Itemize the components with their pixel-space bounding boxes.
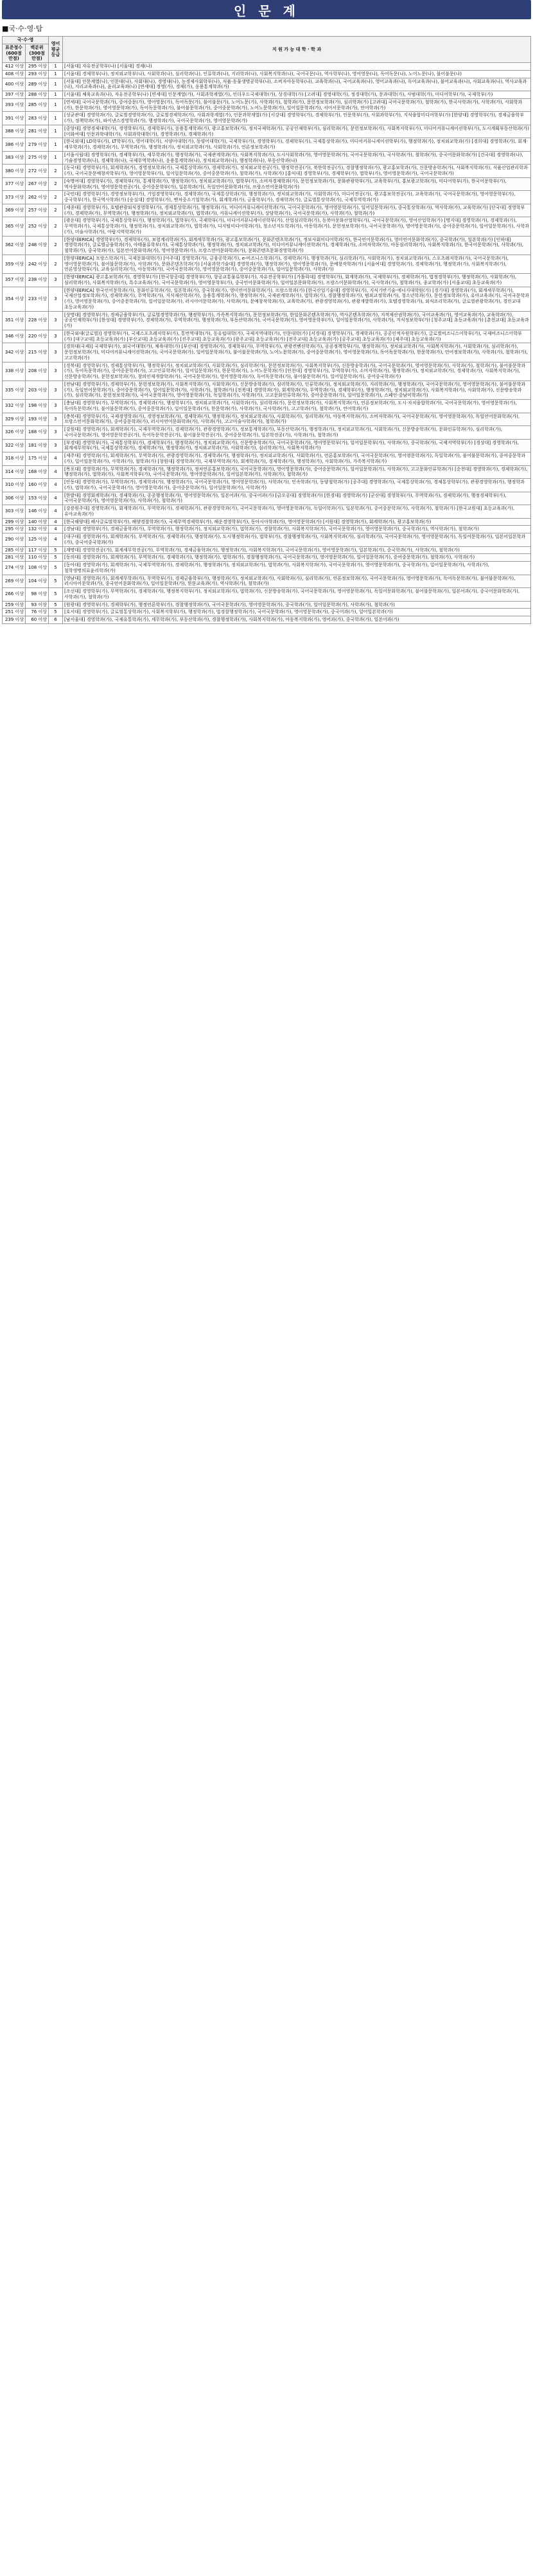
english-grade-cell: 3 [49, 400, 63, 413]
table-row [3, 413, 531, 426]
std-score-cell: 332 이상 [3, 400, 26, 413]
eligible-programs-cell: [한국외대(글로벌)] 경영학부(가), 국제스포츠레저학부(가), 통번역대학(가), 동유럽대학(가), 국제지역대학(가), 인문대학(가) [서경대] 경영학부(가), 경제학과(가), 공공인적자원학부(가), 글로벌비즈니스어학부(가), 국제비즈니스어학부(가) [대구교대] 초등교육과(가) [부산교대] 초등교육과(가) [진주교대] 초등교육과(가) [광주교대] 초등교육과(가) [전주교대] 초등교육과(가) [공주교대] 초등교육과(가) [제주대] 초등교육과(가) [63, 330, 531, 343]
std-score-cell: 314 이상 [3, 465, 26, 479]
eligible-programs-cell: [한국외대] LD학부(가), LT학부(가), 영어대학(가), 서양어대학(가), 동양어대학(가), 국제학부(가), 경영학부(가), 경제학부(가), 국제통상학과(가), 미디어커뮤니케이션학부(가), 행정학과(가), 정치외교학과(가) [경희대] 경영학과(가), 회계·세무학과(가), 경제학과(가), 무역학과(가), 행정학과(가), 정치외교학과(가), 사회학과(가), 언론정보학과(가) [63, 138, 531, 152]
std-score-cell: 259 이상 [3, 601, 26, 609]
percentile-cell: 108 이상 [26, 562, 49, 575]
english-grade-cell: 1 [49, 63, 63, 71]
table-row [3, 217, 531, 236]
english-grade-cell: 3 [49, 439, 63, 452]
table-row [3, 204, 531, 217]
header-row-1 [3, 37, 531, 44]
eligible-programs-cell: [남서울대] 경영학과(가), 국제유통학과(가), 세무학과(가), 부동산학과(가), 경찰행정학과(가), 사회복지학과(가), 아동복지학과(가), 영어과(가), 중국학과(가), 일본어과(가) [63, 616, 531, 624]
std-score-cell: 299 이상 [3, 518, 26, 526]
percentile-cell: 98 이상 [26, 588, 49, 602]
eligible-programs-cell: [상명대] 경영학부(가), 경제금융학부(가), 글로벌경영학과(가), 행정학부(가), 가족복지학과(가), 문헌정보학과(가), 한일문화콘텐츠학과(가), 역사콘텐츠학과(가), 지적재산권학과(가), 국어교육과(가), 영어교육과(가), 교육학과(가), 공공인재학부(가) [한성대] 경영학부(가), 경제학과(가), 무역학과(가), 행정학과(가), 부동산학과(가), 국어국문학과(가), 영어영문학부(가), 일어일문학과(가), 사학과(가), 지식정보학부(가) [청주교대] 초등교육과(가) [춘천교대] 초등교육과(가) [63, 311, 531, 330]
table-row [3, 274, 531, 287]
english-grade-cell: 4 [49, 479, 63, 492]
english-grade-cell: 5 [49, 554, 63, 562]
table-row [3, 588, 531, 602]
std-score-cell: 290 이상 [3, 533, 26, 547]
eligible-programs-cell: [충북대] 경영학부(가), 국제경영학과(가), 경영정보학과(가), 경제학과(가), 행정학과(가), 정치외교학과(가), 사회학과(가), 심리학과(가), 아동복지학과(가), 소비자학과(가), 국어국문학과(가), 영어영문학과(가), 독일언어문화학과(가), 프랑스언어문화학과(가), 중어중문학과(가), 러시아언어문화학과(가), 사학과(가), 고고미술사학과(가), 철학과(가) [63, 413, 531, 426]
percentile-cell: 188 이상 [26, 426, 49, 440]
eligible-programs-cell: [제주대] 경영학과(가), 회계학과(가), 무역학과(가), 관광경영학과(가), 경제학과(가), 행정학과(가), 정치외교학과(가), 사회학과(가), 언론홍보학과(가), 국어국문학과(가), 영어영문학과(가), 독일학과(가), 불어불문학과(가), 중어중문학과(가), 일어일문학과(가), 사학과(가), 철학과(가) [창원대] 경영학과(가), 국제무역학과(가), 회계학과(가), 경제학과(가), 행정학과(가), 사회학과(가), 가족복지학과(가) [63, 452, 531, 466]
percentile-cell: 168 이상 [26, 465, 49, 479]
std-score-cell: 274 이상 [3, 562, 26, 575]
english-grade-cell: 3 [49, 311, 63, 330]
english-grade-cell: 2 [49, 165, 63, 178]
table-row [3, 78, 531, 91]
eligible-programs-cell: [서울대] 체육교육과(나), 자유전공학부(나) [연세대] 인문계열(가), 사회과학계열(가), 언더우드국제대학(가), 상경대학(가) [고려대] 경영대학(가), 정경대학(가), 문과대학(가), 사범대학(가), 미디어학부(가), 국제학부(가) [63, 91, 531, 99]
std-score-cell: 391 이상 [3, 112, 26, 125]
eligible-programs-cell: [충남대] 경영학부(가), 무역학과(가), 경제학과(가), 행정학부(가), 정치외교학과(가), 사회학과(가), 심리학과(가), 문헌정보학과(가), 사회복지학과(가), 언론정보학과(가), 도시·자치융합학과(가), 국어국문학과(가), 영어영문학과(가), 독어독문학과(가), 불어불문학과(가), 중어중문학과(가), 일어일문학과(가), 한문학과(가), 사학과(가), 국사학과(가), 고고학과(가), 철학과(가), 언어학과(가) [63, 400, 531, 413]
percentile-cell: 293 이상 [26, 70, 49, 78]
admission-table [2, 36, 531, 624]
eligible-programs-cell: [연세대] 국어국문학과(가), 중어중문(가), 영어영문(가), 독어독문(가), 불어불문(가), 노어노문(가), 사학과(가), 철학과(가), 문헌정보학과(가), 심리학과(가) [고려대] 국어국문학과(가), 철학과(가), 한국사학과(가), 사학과(가), 사회학과(가), 한문학과(가), 영어영문학과(가), 독어독문학과(가), 불어불문학과(가), 중어중문학과(가), 노어노문학과(가), 일어일문학과(가), 서어서문학과(가), 언어학과(가) [63, 98, 531, 112]
eligible-programs-cell: [서울대] 인문계열(나), 인문대(나), 사회대(나), 경영대(나), 농경제사회학부(나), 식품·동물생명공학부(나), 소비자아동학부(나), 교육학과(나), 국어교육과(나), 영어교육과(나), 독어교육과(나), 불어교육과(나), 사회교육과(나), 역사교육과(나), 지리교육과(나), 윤리교육과(나) [연세대] 경영(가), 경제(가), 응용통계학과(가) [63, 78, 531, 91]
std-score-cell: 303 이상 [3, 505, 26, 519]
std-score-cell: 342 이상 [3, 343, 26, 362]
eligible-programs-cell: [목포대] 경영학과(가), 무역학과(가), 경제학과(가), 행정학과(가), 정치언론홍보학과(가), 국어국문학과(가), 영어영문학과(가), 중어중문학과(가), 일어일문학과(가), 사학과(가), 고고문화인류학과(가) [순천대] 경영학과(가), 경제학과(가), 행정학과(가), 법학과(가), 사회복지학부(가), 국어국문학과(가), 영어영문학과(가), 일어일본학과(가), 사학과(가), 철학과(가) [63, 465, 531, 479]
english-grade-cell: 6 [49, 616, 63, 624]
table-row [3, 63, 531, 71]
table-row [3, 91, 531, 99]
eligible-programs-cell: [서울대] 자유전공학부(나) [서울대] 경제(나) [63, 63, 531, 71]
percentile-cell: 289 이상 [26, 78, 49, 91]
table-row [3, 380, 531, 399]
english-grade-cell: 4 [49, 518, 63, 526]
section-title: 인 문 계 [234, 3, 299, 19]
percentile-cell: 208 이상 [26, 362, 49, 380]
eng-header-line1: 영어 [51, 40, 60, 46]
std-score-cell: 239 이상 [3, 616, 26, 624]
std-score-cell: 354 이상 [3, 287, 26, 311]
english-grade-cell: 1 [49, 70, 63, 78]
std-score-cell: 329 이상 [3, 413, 26, 426]
english-grade-cell: 5 [49, 546, 63, 554]
english-grade-cell: 1 [49, 138, 63, 152]
percentile-cell: 288 이상 [26, 91, 49, 99]
percentile-cell: 257 이상 [26, 204, 49, 217]
percentile-cell: 279 이상 [26, 138, 49, 152]
eng-header [49, 37, 63, 63]
english-grade-cell: 4 [49, 533, 63, 547]
percentile-cell: 60 이상 [26, 616, 49, 624]
percentile-cell: 198 이상 [26, 400, 49, 413]
eligible-programs-cell: [강릉원주대] 경영학과(가), 회계학과(가), 무역학과(가), 경제학과(가), 관광경영학과(가), 국어국문학과(가), 영어영문학과(가), 독일어학과(가), 일본학과(가), 중어중문학과(가), 사학과(가), 철학과(가) [한국교원대] 초등교육과(가), 유아교육과(가) [63, 505, 531, 519]
table-row [3, 609, 531, 616]
english-grade-cell: 5 [49, 575, 63, 588]
percentile-cell: 220 이상 [26, 330, 49, 343]
eligible-programs-cell: [광운대] 경영학부(가), 국제통상학부(가), 행정학과(가), 법학부(가), 국제학부(가), 미디어커뮤니케이션학부(가), 산업심리학과(가), 동북아문화산업학부(가), 국어국문학과(가), 영어산업학과(가) [명지대] 경영학과(가), 경제학과(가), 무역학과(가), 국제통상학과(가), 행정학과(가), 정치외교학과(가), 법학과(가), 디지털미디어학과(가), 청소년지도학과(가), 아동학과(가), 문헌정보학과(가), 국어국문학과(가), 영어영문학과(가), 중어중문학과(가), 일어일문학과(가), 사학과(가), 미술사학과(가), 아랍지역학과(가) [63, 217, 531, 236]
eligible-programs-cell: [안동대] 경영학과(가), 무역학과(가), 경제학과(가), 행정학과(가), 국어국문학과(가), 영어영문학과(가), 사학과(가), 민속학과(가), 동양철학과(가) [공주대] 경영학과(가), 국제통상학과(가), 경제통상학부(가), 관광경영학과(가), 행정학과(가), 법학과(가), 국어국문학과(가), 영어영문학과(가), 중어중문학과(가), 일어일문학과(가), 사학과(가) [63, 479, 531, 492]
english-grade-cell: 4 [49, 465, 63, 479]
eligible-programs-cell: [한양대ERICA] 한국언어문학과(가), 문화인류학과(가), 일본학과(가), 중국학과(가), 영미언어문화학과(가), 프랑스학과(가) [한국산업기술대] 경영학부(가), 지식기반기술·에너지대학원(가) [경기대] 경영학과(가), 회계세무학과(가), 국제산업정보학과(가), 경제학과(가), 무역학과(가), 지식재산학과(가), 응용통계학과(가), 행정학과(가), 국제관계학과(가), 법학과(가), 경찰행정학과(가), 범죄교정학과(가), 청소년학과(가), 문헌정보학과(가), 유아교육과(가), 국어국문학과(가), 영어영문학과(가), 중어중문학과(가), 일어일문학과(가), 러시아어문학과(가), 사학과(가), 문예창작학과(가), 교육학과(가), 관광경영학과(가), 관광개발학과(가), 호텔경영학과(가), 외식조리학과(가), 글로벌관광학과(가), 경인교대 초등교육과(가) [63, 287, 531, 311]
eng-header-line3: 등급 [51, 52, 60, 58]
percentile-cell: 283 이상 [26, 112, 49, 125]
table-row [3, 465, 531, 479]
table-row [3, 191, 531, 204]
group-header: 국·수·영 [3, 37, 49, 44]
eligible-programs-cell: [한양대ERICA] 경영학부(가), 경제학부(가), 보험계리학과(가), 회계세무학과(가), 광고홍보학과(가), 문화콘텐츠학과(가), 정보사회미디어학과(가), 한국언어문학과(가), 영미언어문화학과(가), 중국학과(가), 일본학과(가) [인하대] 경영학과(가), 글로벌금융학과(가), 아태물류학부(가), 국제통상학과(가), 행정학과(가), 정치외교학과(가), 미디어커뮤니케이션학과(가), 경제학과(가), 소비자학과(가), 아동심리학과(가), 사회복지학과(가), 한국어문학과(가), 사학과(가), 철학과(가), 중국학과(가), 일본언어문화학과(가), 영어영문학과(가), 프랑스언어문화학과(가), 문화콘텐츠문화경영학과(가) [63, 236, 531, 255]
eligible-programs-cell: [한밭대] 경영회계학과(가), 경제학과(가), 공공행정학과(가), 영어영문학과(가), 일본어과(가), 중국어과(가) [금오공대] 경영학과(가) [한경대] 경영학과(가) [군산대] 경영학부(가), 무역학과(가), 경제학과(가), 행정경제학부(가), 국어국문학과(가), 영어영문학과(가), 사학과(가), 철학과(가) [63, 492, 531, 505]
english-grade-cell: 1 [49, 78, 63, 91]
eligible-programs-cell: [동국대] 경영학부(가), 회계학과(가), 경영정보학과(가), 국제통상학과(가), 경제학과(가), 정치외교학전공(가), 행정학전공(가), 북한학전공(가), 경찰행정학과(가), 광고홍보학과(가), 신문방송학과(가), 사회복지학과(가), 식품산업관리학과(가), 국어국문문예창작학부(가), 영어영문학부(가), 일어일문학과(가), 중어중문학과(가), 철학과(가), 사학과(가) [홍익대] 경영학부(가), 경제학부(가), 법학부(가), 영어영문학과(가), 국어국문학과(가) [63, 165, 531, 178]
eligible-programs-cell: [서울대] 경제학부(나), 정치외교학부(나), 사회학과(나), 심리학과(나), 인류학과(나), 지리학과(나), 사회복지학과(나), 국어국문(나), 역사학부(나), 영어영문(나), 독어독문(나), 노어노문(나), 불어불문(나) [63, 70, 531, 78]
eligible-programs-cell: [동의대] 경영학과(가), 회계학과(가), 무역학과(가), 경제학과(가), 행정학과(가), 법학과(가), 경찰행정학과(가), 국어국문학과(가), 영어영문학과(가), 일어일문학과(가), 중어중문학과(가), 철학과(가), 사학과(가) [63, 554, 531, 562]
english-grade-cell: 5 [49, 562, 63, 575]
percentile-cell: 160 이상 [26, 479, 49, 492]
english-grade-cell: 1 [49, 98, 63, 112]
percentile-cell: 175 이상 [26, 452, 49, 466]
table-row [3, 616, 531, 624]
eligible-programs-cell: [호서대] 경영학부(가), 글로벌통상학과(가), 사회복지학부(가), 행정학과(가), 법경찰행정학과(가), 국어국문학과(가), 영어영문학과(가), 중국어과(가), 일어일본학과(가) [63, 609, 531, 616]
english-grade-cell: 1 [49, 112, 63, 125]
percentile-cell: 193 이상 [26, 413, 49, 426]
eligible-programs-cell: [세종대] 경영학부(가), 호텔관광외식경영학부(가), 경제통상학과(가), 행정학과(가), 미디어커뮤니케이션학과(가), 국어국문학과(가), 영어영문학과(가), 일어일문학과(가), 중국통상학과(가), 역사학과(가), 교육학과(가) [단국대] 경영학부(가), 경제학과(가), 무역학과(가), 행정학과(가), 정치외교학과(가), 법학과(가), 커뮤니케이션학부(가), 상담학과(가), 국어국문학과(가), 사학과(가), 철학과(가) [63, 204, 531, 217]
eligible-programs-cell: [영남대] 경영학과(가), 회계세무학과(가), 무역학부(가), 경제금융학부(가), 행정학과(가), 정치외교학과(가), 사회학과(가), 심리학과(가), 언론정보학과(가), 국어국문학과(가), 영어영문학과(가), 독어독문학과(가), 불어불문학과(가), 러시아어문학과(가), 중국언어문화학과(가), 일어일문학과(가), 한문교육과(가), 역사학과(가), 철학과(가) [63, 575, 531, 588]
eligible-programs-cell: [숙명여대] 경영학부(가), 경제학부(가), 통계학과(가), 행정학과(가), 정치외교학과(가), 법학부(가), 소비자경제학과(가), 문헌정보학과(가), 문화관광학부(가), 교육학부(가), 홍보광고학과(가), 미디어학부(가), 한국어문학부(가), 역사문화학과(가), 영어영문학전공(가), 중어중문학부(가), 일본학과(가), 독일언어문화학과(가), 프랑스언어문화학과(가) [63, 177, 531, 191]
std-header-label: 표준점수 [4, 44, 23, 50]
eligible-programs-cell: [경북대] 경영학부(가), 경제통상학부(가), 행정학부(가), 정치외교학과(가), 사회학과(가), 심리학과(가), 문헌정보학과(가), 사회복지학부(가), 신문방송학과(가), 국어국문학과(가), 영어영문학과(가), 사학과(가), 철학과(가), 불어불문학과(가), 독어독문학과(가), 중어중문학과(가), 고고인류학과(가), 일어일문학과(가), 한문학과(가), 노어노문학과(가) [인천대] 경영학부(가), 무역학부(가), 소비자학과(가), 행정학과(가), 정치외교학과(가), 경제학과(가), 사회복지학과(가), 신문방송학과(가), 문헌정보학과(가), 창의인재개발학과(가), 국어국문학과(가), 영어영문학과(가), 독어독문학과(가), 불어불문학과(가), 일어일문학과(가), 중어중국학과(가) [63, 362, 531, 380]
percentile-cell: 203 이상 [26, 380, 49, 399]
percentile-cell: 228 이상 [26, 311, 49, 330]
table-row [3, 343, 531, 362]
english-grade-cell: 3 [49, 413, 63, 426]
std-score-cell: 369 이상 [3, 204, 26, 217]
english-grade-cell: 1 [49, 91, 63, 99]
std-score-cell: 400 이상 [3, 78, 26, 91]
std-score-cell: 310 이상 [3, 479, 26, 492]
table-row [3, 255, 531, 273]
std-score-cell: 408 이상 [3, 70, 26, 78]
table-row [3, 526, 531, 533]
table-row [3, 151, 531, 165]
percentile-cell: 181 이상 [26, 439, 49, 452]
std-score-cell: 365 이상 [3, 217, 26, 236]
percentile-cell: 104 이상 [26, 575, 49, 588]
table-row [3, 70, 531, 78]
percentile-cell: 238 이상 [26, 274, 49, 287]
legend [2, 23, 531, 33]
table-row [3, 236, 531, 255]
std-score-cell: 285 이상 [3, 546, 26, 554]
table-row [3, 546, 531, 554]
percentile-cell: 140 이상 [26, 518, 49, 526]
percentile-cell: 110 이상 [26, 554, 49, 562]
std-score-cell: 377 이상 [3, 177, 26, 191]
std-score-cell: 412 이상 [3, 63, 26, 71]
std-score-cell: 281 이상 [3, 554, 26, 562]
eligible-programs-cell: [한국해양대] 해사글로벌학부(가), 해양경찰학과(가), 국제무역경제학부(가), 해운경영학부(가), 동아시아학과(가), 영어영문학과(가) [서원대] 경영학과(가), 회계학과(가), 광고홍보학과(가) [63, 518, 531, 526]
percentile-cell: 233 이상 [26, 287, 49, 311]
table-row [3, 362, 531, 380]
english-grade-cell: 4 [49, 526, 63, 533]
percentile-cell: 76 이상 [26, 609, 49, 616]
std-score-cell: 335 이상 [3, 380, 26, 399]
english-grade-cell: 3 [49, 287, 63, 311]
legend-text: ■국·수·영·탐 [2, 24, 43, 33]
english-grade-cell: 3 [49, 380, 63, 399]
table-row [3, 575, 531, 588]
pct-header-label: 백분위 [30, 44, 44, 50]
percentile-cell: 117 이상 [26, 546, 49, 554]
eligible-programs-cell: [서울시립대] 경영학부(가), 경제학부(가), 세무학과(가), 행정학과(가), 국제관계학과(가), 사회복지학과(가), 도시사회학과(가), 영어영문학과(가), 국어국문학과(가), 국사학과(가), 철학과(가), 중국어문화학과(가) [건국대] 경영학과(나), 기술경영학과(나), 경제학과(나), 국제무역학과(나), 응용통계학과(나), 정치외교학과(나), 행정학과(나), 부동산학과(나) [63, 151, 531, 165]
eligible-programs-cell: [경남대] 경영학부(가), 경제금융학과(가), 무역학과(가), 행정학과(가), 정치외교학과(가), 법학과(가), 경찰학과(가), 사회복지학과(가), 국어국문학과(가), 영어영문학과(가), 중국학과(가), 역사학과(가), 철학과(가) [63, 526, 531, 533]
eligible-programs-cell: [원광대] 경영학부(가), 경제학부(가), 행정언론학부(가), 경찰행정학과(가), 국어국문학과(가), 영어영문학과(가), 중국학과(가), 일어일문학과(가), 사학과(가), 철학과(가) [63, 601, 531, 609]
english-grade-cell: 3 [49, 274, 63, 287]
english-grade-cell: 2 [49, 191, 63, 204]
english-grade-cell: 5 [49, 609, 63, 616]
eligible-programs-cell: [강원대] 경영학과(가), 회계학과(가), 국제무역학과(가), 경제학과(가), 관광경영학과(가), 정보통계학과(가), 부동산학과(가), 행정학과(가), 정치외교학과(가), 사회학과(가), 신문방송학과(가), 문화인류학과(가), 심리학과(가), 국어국문학과(가), 영어영문학전공(가), 독어독문학전공(가), 불어불문학전공(가), 중어중문학과(가), 일본학전공(가), 사학과(가), 철학과(가) [63, 426, 531, 440]
eligible-programs-cell: [국민대] 경영학부(가), 경영정보학부(가), 기업경영학부(가), 경제학과(가), 국제통상학과(가), 행정학과(가), 정치외교학과(가), 사회학과(가), 미디어전공(가), 광고홍보학전공(가), 교육학과(가), 국어국문학과(가), 영어영문학부(가), 중국학부(가), 한국역사학과(가) [숭실대] 경영학부(가), 벤처중소기업학과(가), 회계학과(가), 금융학부(가), 경제학과(가), 글로벌통상학과(가), 국제무역학과(가) [63, 191, 531, 204]
std-score-cell: 295 이상 [3, 526, 26, 533]
table-row [3, 177, 531, 191]
english-grade-cell: 5 [49, 601, 63, 609]
std-score-cell: 397 이상 [3, 91, 26, 99]
english-grade-cell: 2 [49, 177, 63, 191]
std-score-cell: 269 이상 [3, 575, 26, 588]
std-score-cell: 266 이상 [3, 588, 26, 602]
table-row [3, 562, 531, 575]
percentile-cell: 132 이상 [26, 526, 49, 533]
eligible-programs-cell: [한양대ERICA] 광고홍보학과(가), 경영학부(가) [한국항공대] 경영학부(가), 항공교통물류학부(가), 자유전공학부(가) [가톨릭대] 경영학부(가), 회계학과(가), 국제학부(가), 경제학과(가), 법정경학부(가), 행정학과(가), 사회학과(가), 심리학과(가), 사회복지학과(가), 특수교육과(가), 국어국문학과(가), 영어영문학부(가), 중국언어문화학과(가), 일어일본문화학과(가), 프랑스어문화학과(가), 국사학과(가), 철학과(가), 종교학과(가) [서울교대] 초등교육과(가) [63, 274, 531, 287]
table-row [3, 505, 531, 519]
percentile-cell: 267 이상 [26, 177, 49, 191]
eligible-programs-cell: [성균관대] 경영학과(가), 글로벌경영학과(가), 글로벌경제학과(가), 사회과학계열(가), 인문과학계열(가) [서강대] 경영학부(가), 경제학부(가), 인문학부(가), 사회과학부(가), 지식융합미디어학부(가) [한양대] 경영학부(가), 경제금융학부(가), 정책학과(가), 파이낸스경영학과(가), 행정학과(가), 국어국문학과(가), 영어영문학과(가) [63, 112, 531, 125]
table-row [3, 165, 531, 178]
table-row [3, 518, 531, 526]
section-header [2, 0, 531, 19]
pct-header-sub: (300점 만점) [29, 50, 45, 62]
percentile-cell: 93 이상 [26, 601, 49, 609]
percentile-cell: 285 이상 [26, 98, 49, 112]
percentile-cell: 146 이상 [26, 505, 49, 519]
english-grade-cell: 3 [49, 362, 63, 380]
english-grade-cell: 4 [49, 452, 63, 466]
std-score-cell: 373 이상 [3, 191, 26, 204]
std-score-cell: 362 이상 [3, 236, 26, 255]
std-score-cell: 388 이상 [3, 125, 26, 138]
std-score-cell: 386 이상 [3, 138, 26, 152]
std-score-cell: 359 이상 [3, 255, 26, 273]
percentile-cell: 281 이상 [26, 125, 49, 138]
english-grade-cell: 3 [49, 330, 63, 343]
percentile-cell: 252 이상 [26, 217, 49, 236]
table-row [3, 554, 531, 562]
percentile-cell: 153 이상 [26, 492, 49, 505]
english-grade-cell: 1 [49, 151, 63, 165]
english-grade-cell: 4 [49, 492, 63, 505]
eligible-programs-cell: [부경대] 경영학부(가), 국제통상학부(가), 경제학부(가), 행정학과(가), 정치외교학과(가), 신문방송학과(가), 국어국문학과(가), 영어영문학부(가), 일어일문학부(가), 사학과(가), 중국학과(가), 국제지역학부(가) [경상대] 경영학과(가), 회계세무학부(가), 국제통상학과(가), 경제학과(가), 행정학과(가), 정치외교학과(가), 사회학과(가), 심리학과(가), 사회복지학과(가) [63, 439, 531, 452]
pct-header [26, 44, 49, 62]
std-score-cell: 251 이상 [3, 609, 26, 616]
table-row [3, 311, 531, 330]
table-row [3, 330, 531, 343]
std-score-cell: 357 이상 [3, 274, 26, 287]
english-grade-cell: 5 [49, 588, 63, 602]
table-row [3, 492, 531, 505]
eligible-programs-cell: [조선대] 경영학부(가), 무역학과(가), 경제학과(가), 행정복지학부(가), 정치외교학과(가), 법학과(가), 신문방송학과(가), 국어국문학과(가), 영어영문학과(가), 독일어문화학과(가), 불어불문학과(가), 일본어과(가), 중국어문화학과(가), 사학과(가), 철학과(가) [63, 588, 531, 602]
std-header-sub: (600점 만점) [6, 50, 22, 62]
std-score-cell: 380 이상 [3, 165, 26, 178]
table-row [3, 98, 531, 112]
table-row [3, 533, 531, 547]
eligible-programs-cell: [계명대] 경영학전공(가), 회계세무학전공(가), 무역학과(가), 경제금융학과(가), 행정학과(가), 사회복지학과(가), 국어국문학과(가), 영어영문학과(가), 일본학과(가), 중국학과(가), 사학과(가), 철학과(가) [63, 546, 531, 554]
table-row [3, 125, 531, 138]
table-row [3, 426, 531, 440]
table-row [3, 138, 531, 152]
std-score-cell: 351 이상 [3, 311, 26, 330]
percentile-cell: 242 이상 [26, 255, 49, 273]
table-row [3, 439, 531, 452]
english-grade-cell: 2 [49, 204, 63, 217]
percentile-cell: 275 이상 [26, 151, 49, 165]
english-grade-cell: 2 [49, 236, 63, 255]
english-grade-cell: 2 [49, 255, 63, 273]
eligible-programs-cell: [경희대(국제)] 국제학부(가), 외국어대학(가), 체육대학(가) [부산대] 경영학과(가), 경제학부(가), 무역학부(가), 관광컨벤션학과(가), 공공정책학부(가), 행정학과(가), 정치외교학과(가), 사회복지학과(가), 사회학과(가), 심리학과(가), 문헌정보학과(가), 미디어커뮤니케이션학과(가), 국어국문학과(가), 일어일문학과(가), 불어불문학과(가), 노어노문학과(가), 중어중문학과(가), 영어영문학과(가), 독어독문학과(가), 한문학과(가), 언어정보학과(가), 사학과(가), 철학과(가), 고고학과(가) [63, 343, 531, 362]
table-body [3, 63, 531, 624]
table-row [3, 112, 531, 125]
eligible-programs-cell: [중앙대] 경영경제대학(가), 경영학부(가), 경제학부(가), 응용통계학과(가), 광고홍보학과(가), 정치국제학과(가), 공공인재학부(가), 심리학과(가), 문헌정보학과(가), 사회복지학부(가), 미디어커뮤니케이션학부(가), 도시계획부동산학과(가) [이화여대] 인문과학대학(가), 사회과학대학(가), 경영학과(가), 경제학과(가) [63, 125, 531, 138]
std-header [3, 44, 26, 62]
percentile-cell: 248 이상 [26, 236, 49, 255]
table-row [3, 452, 531, 466]
eng-header-line2: 평균 [51, 46, 60, 52]
std-score-cell: 393 이상 [3, 98, 26, 112]
std-score-cell: 322 이상 [3, 439, 26, 452]
std-score-cell: 338 이상 [3, 362, 26, 380]
eligible-programs-cell: [전남대] 경영학부(가), 경제학부(가), 문헌정보학과(가), 사회복지학과(가), 사회학과(가), 신문방송학과(가), 심리학과(가), 인류학과(가), 정치외교학과(가), 지리학과(가), 행정학과(가), 국어국문학과(가), 영어영문학과(가), 불어불문학과(가), 독일언어문학과(가), 중어중문학과(가), 일어일문학과(가), 사학과(가), 철학과(가) [전북대] 경영학과(가), 회계학과(가), 무역학과(가), 경제학부(가), 행정학과(가), 정치외교학과(가), 사회복지학과(가), 사회학과(가), 신문방송학과(가), 심리학과(가), 문헌정보학과(가), 국어국문학과(가), 영어영문학과(가), 독일학과(가), 사학과(가), 고고문화인류학과(가), 중어중문학과(가), 일어일문학과(가), 스페인·중남미학과(가) [63, 380, 531, 399]
table-row [3, 400, 531, 413]
std-score-cell: 326 이상 [3, 426, 26, 440]
eligible-programs-cell: [한양대ERICA] 프랑스학과(가), 국제문화대학(가) [아주대] 경영학과(가), 금융공학과(가), e-비즈니스학과(가), 경제학과(가), 행정학과(가), 심리학과(가), 사회학과(가), 정치외교학과(가), 스포츠레저학과(가), 국어국문학과(가), 영어영문학과(가), 불어불문학과(가), 사학과(가), 문화콘텐츠학과(가) [서울과학기술대] 경영학과(가), 행정학과(가), 영어영문학과(가), 문예창작학과(가) [서울여대] 경영학과(가), 경제학과(가), 행정학과(가), 사회복지학과(가), 언론영상학부(가), 교육심리학과(가), 아동학과(가), 국어국문학과(가), 영어영문학과(가), 중어중문학과(가), 일어일문학과(가), 사학과(가) [63, 255, 531, 273]
percentile-cell: 215 이상 [26, 343, 49, 362]
std-score-cell: 318 이상 [3, 452, 26, 466]
std-score-cell: 306 이상 [3, 492, 26, 505]
percentile-cell: 125 이상 [26, 533, 49, 547]
table-row [3, 287, 531, 311]
eligible-programs-cell: [동아대] 경영학과(가), 회계학과(가), 국제무역학과(가), 경제학과(가), 행정학과(가), 정치외교학과(가), 법학과(가), 사회복지학과(가), 국어국문학과(가), 영어영문학과(가), 중국학과(가), 일어일문학과(가), 사학과(가), 철학생명의료윤리학과(가) [63, 562, 531, 575]
english-grade-cell: 3 [49, 426, 63, 440]
english-grade-cell: 1 [49, 125, 63, 138]
table-row [3, 601, 531, 609]
table-row [3, 479, 531, 492]
percentile-cell: 272 이상 [26, 165, 49, 178]
std-score-cell: 346 이상 [3, 330, 26, 343]
desc-header: 지 원 가 능 대 학 · 학 과 [63, 37, 531, 63]
english-grade-cell: 3 [49, 343, 63, 362]
std-score-cell: 383 이상 [3, 151, 26, 165]
english-grade-cell: 2 [49, 217, 63, 236]
english-grade-cell: 4 [49, 505, 63, 519]
eligible-programs-cell: [대구대] 경영학과(가), 회계학과(가), 무역학과(가), 경제학과(가), 행정학과(가), 도시행정학과(가), 법학부(가), 경찰행정학과(가), 사회복지학과(가), 심리학과(가), 국어국문학과(가), 영어영문학과(가), 독일어문학과(가), 일본어일본학과(가), 중국어중국학과(가) [63, 533, 531, 547]
percentile-cell: 262 이상 [26, 191, 49, 204]
percentile-cell: 295 이상 [26, 63, 49, 71]
